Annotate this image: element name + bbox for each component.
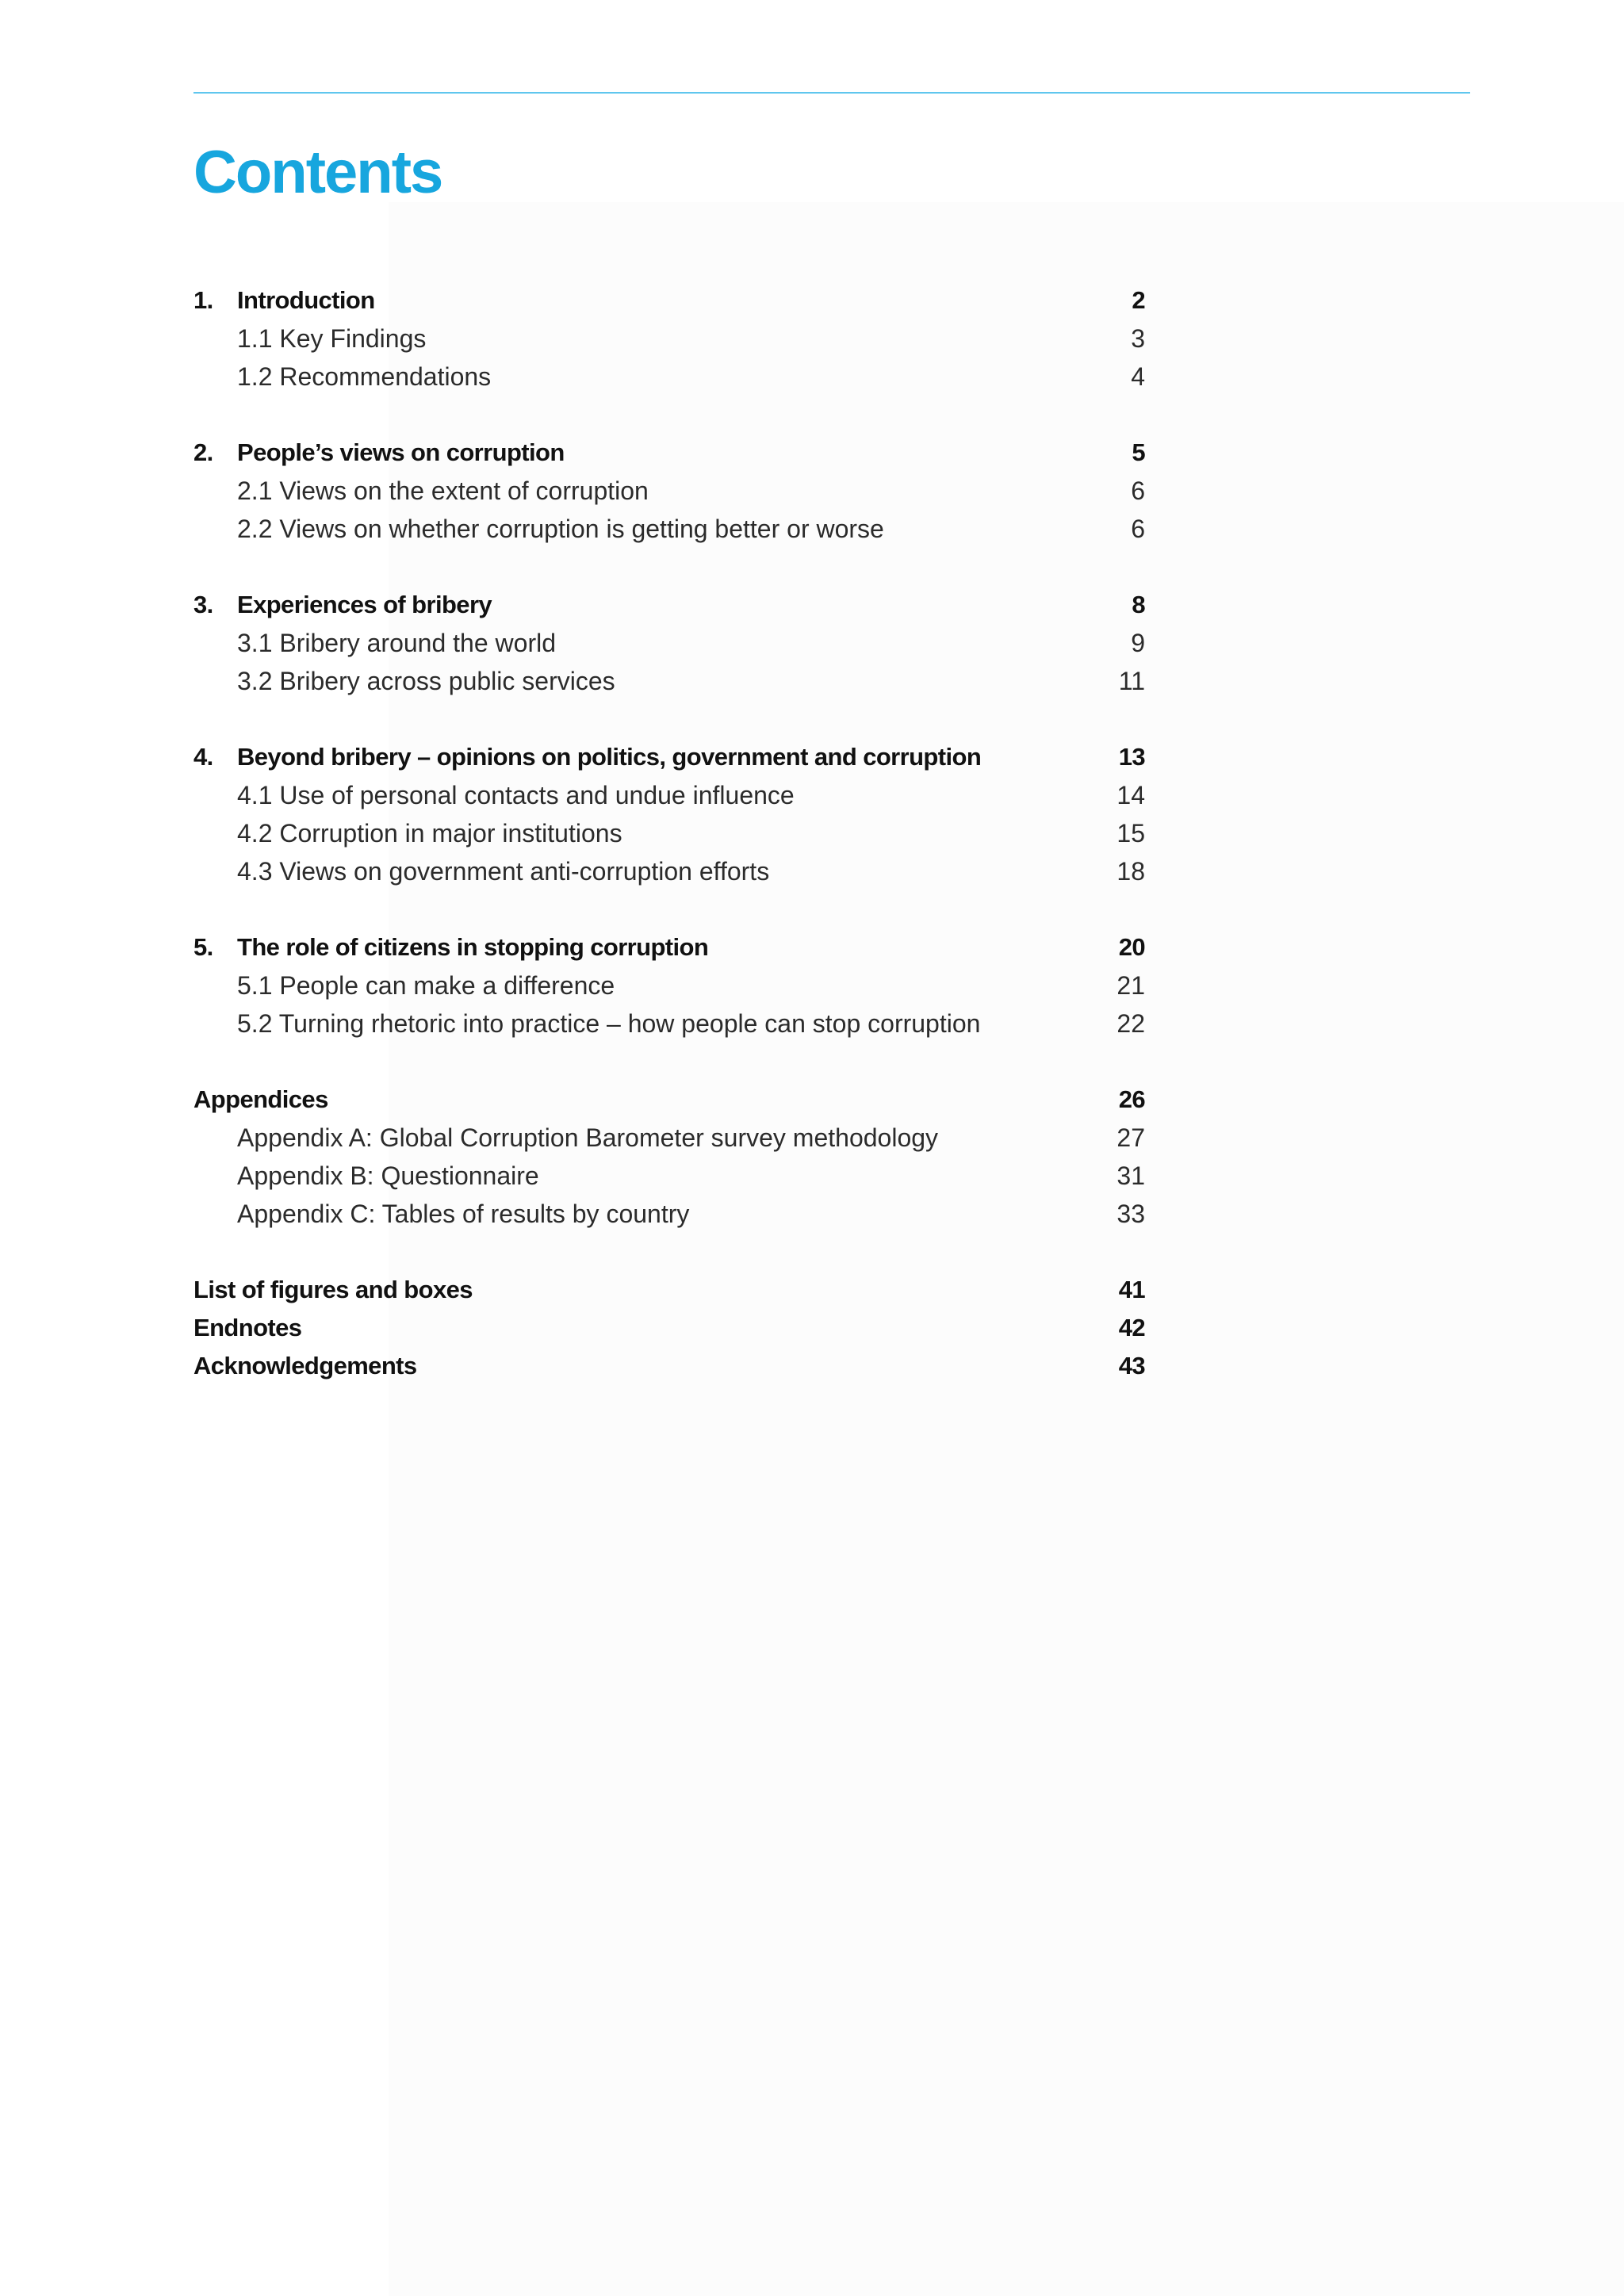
toc-section-number: 1. [193, 286, 213, 314]
toc-subsection-title: 2.2 Views on whether corruption is getting better or worse [237, 515, 884, 543]
toc-section-title: List of figures and boxes [193, 1276, 473, 1303]
toc-section-title: Endnotes [193, 1314, 302, 1341]
toc-entry[interactable] [193, 1081, 1145, 1119]
toc-subentry[interactable] [193, 1195, 1145, 1233]
toc-page-number: 43 [1118, 1352, 1145, 1380]
toc-page-number: 3 [1131, 324, 1145, 353]
toc-subsection-title: 3.2 Bribery across public services [237, 667, 615, 695]
toc-section-title: Introduction [237, 286, 375, 314]
toc-subentry[interactable] [193, 966, 1145, 1004]
toc-subentry[interactable] [193, 624, 1145, 662]
toc-subsection-title: 5.2 Turning rhetoric into practice – how people can stop corruption [237, 1009, 981, 1038]
toc-subentry[interactable] [193, 852, 1145, 890]
toc-section-title: The role of citizens in stopping corruption [237, 933, 709, 961]
toc-entry[interactable] [193, 434, 1145, 472]
toc-section-4 [193, 738, 1145, 890]
toc-page-number: 6 [1131, 476, 1145, 505]
toc-appendices [193, 1081, 1145, 1233]
toc-subsection-title: Appendix B: Questionnaire [237, 1161, 539, 1190]
toc-page-number: 20 [1118, 933, 1145, 961]
header-rule [193, 92, 1470, 94]
toc-page-number: 2 [1132, 286, 1145, 314]
toc-subentry[interactable] [193, 320, 1145, 358]
toc-entry[interactable] [193, 586, 1145, 624]
toc-subentry[interactable] [193, 1004, 1145, 1043]
toc-section-number: 2. [193, 438, 213, 466]
toc-page-number: 5 [1132, 438, 1145, 466]
toc-subentry[interactable] [193, 1157, 1145, 1195]
toc-section-2 [193, 434, 1145, 548]
toc-page-number: 33 [1116, 1200, 1145, 1228]
toc-subsection-title: Appendix C: Tables of results by country [237, 1200, 690, 1228]
toc-back-matter [193, 1271, 1145, 1385]
toc-page-number: 8 [1132, 591, 1145, 618]
toc-page-number: 6 [1131, 515, 1145, 543]
toc-entry[interactable] [193, 738, 1145, 776]
toc-page-number: 15 [1116, 819, 1145, 848]
toc-page-number: 42 [1118, 1314, 1145, 1341]
toc-page-number: 31 [1116, 1161, 1145, 1190]
toc-section-title: Experiences of bribery [237, 591, 492, 618]
toc-page-number: 18 [1116, 857, 1145, 886]
toc-page-number: 14 [1116, 781, 1145, 809]
toc-section-number: 4. [193, 743, 213, 771]
toc-subsection-title: 1.1 Key Findings [237, 324, 427, 353]
toc-subsection-title: Appendix A: Global Corruption Barometer survey methodology [237, 1123, 939, 1152]
toc-entry[interactable] [193, 1309, 1145, 1347]
toc-subsection-title: 5.1 People can make a difference [237, 971, 615, 1000]
toc-entry[interactable] [193, 928, 1145, 966]
toc-page-number: 9 [1131, 629, 1145, 657]
toc-section-1 [193, 281, 1145, 396]
toc-page-number: 26 [1118, 1085, 1145, 1113]
toc-entry[interactable] [193, 1271, 1145, 1309]
toc-entry[interactable] [193, 281, 1145, 320]
toc-section-title: People’s views on corruption [237, 438, 565, 466]
toc-section-title: Beyond bribery – opinions on politics, government and corruption [237, 743, 982, 771]
page-title: Contents [193, 139, 442, 206]
toc-subsection-title: 4.1 Use of personal contacts and undue influence [237, 781, 795, 809]
toc-page-number: 4 [1131, 362, 1145, 391]
toc-page-number: 13 [1118, 743, 1145, 771]
toc-section-number: 5. [193, 933, 213, 961]
toc-section-title: Acknowledgements [193, 1352, 417, 1380]
toc-page-number: 41 [1118, 1276, 1145, 1303]
toc-subsection-title: 4.2 Corruption in major institutions [237, 819, 622, 848]
toc-subentry[interactable] [193, 472, 1145, 510]
toc-subentry[interactable] [193, 662, 1145, 700]
toc-section-title: Appendices [193, 1085, 328, 1113]
toc-page-number: 22 [1116, 1009, 1145, 1038]
toc-section-number: 3. [193, 591, 213, 618]
toc-subentry[interactable] [193, 510, 1145, 548]
toc-section-5 [193, 928, 1145, 1043]
toc-page-number: 27 [1116, 1123, 1145, 1152]
toc-page-number: 21 [1116, 971, 1145, 1000]
toc-page-number: 11 [1118, 667, 1145, 695]
toc-subentry[interactable] [193, 814, 1145, 852]
toc-section-3 [193, 586, 1145, 700]
toc-subentry[interactable] [193, 776, 1145, 814]
toc-subsection-title: 3.1 Bribery around the world [237, 629, 556, 657]
table-of-contents [193, 281, 1145, 1385]
toc-subsection-title: 4.3 Views on government anti-corruption efforts [237, 857, 770, 886]
toc-subsection-title: 2.1 Views on the extent of corruption [237, 476, 649, 505]
toc-subentry[interactable] [193, 1119, 1145, 1157]
toc-subsection-title: 1.2 Recommendations [237, 362, 492, 391]
toc-subentry[interactable] [193, 358, 1145, 396]
toc-entry[interactable] [193, 1347, 1145, 1385]
